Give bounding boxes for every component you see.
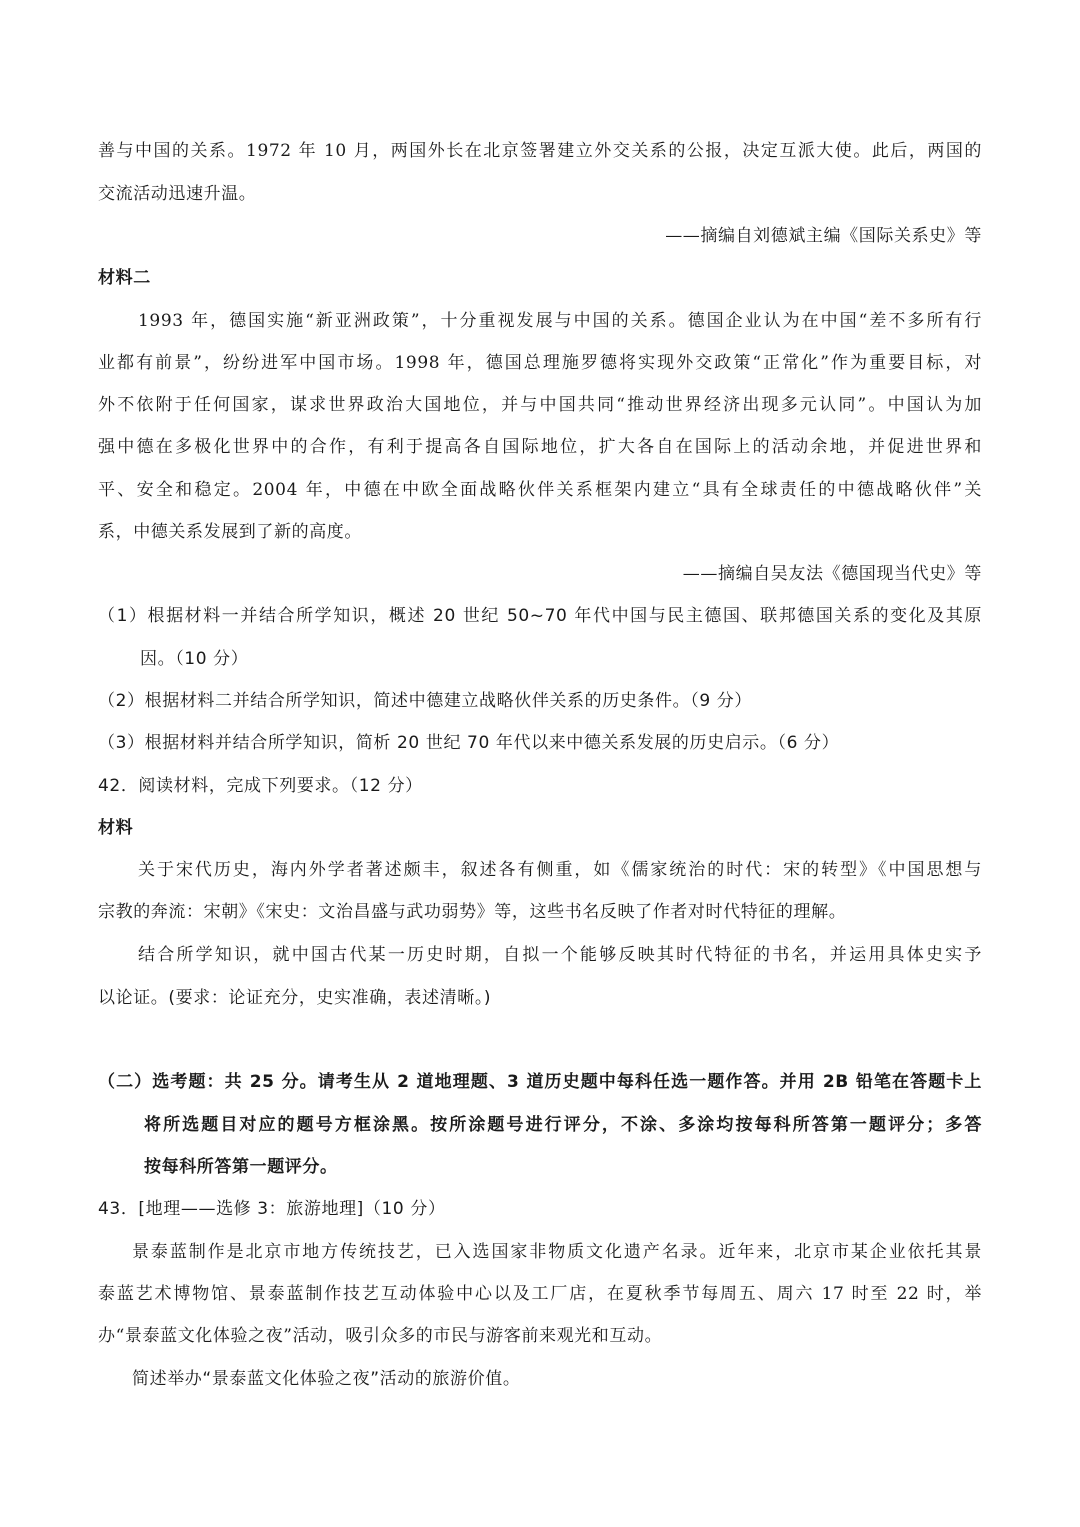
q42-para2-line-1: 结合所学知识，就中国古代某一历史时期，自拟一个能够反映其时代特征的书名，并运用具体史实予	[138, 945, 982, 965]
q41-part2: （2）根据材料二并结合所学知识，简述中德建立战略伙伴关系的历史条件。（9 分）	[98, 691, 752, 711]
material2-heading: 材料二	[98, 268, 151, 288]
q42-para2-line-2: 以论证。(要求：论证充分，史实准确，表述清晰。)	[98, 988, 492, 1008]
material2-line-5: 平、安全和稳定。2004 年，中德在中欧全面战略伙伴关系框架内建立“具有全球责任的中德战略伙伴”关	[98, 480, 982, 500]
q42-material-heading: 材料	[98, 818, 134, 838]
material2-line-2: 业都有前景”，纷纷进军中国市场。1998 年，德国总理施罗德将实现外交政策“正常化”作为重要目标，对	[98, 353, 982, 373]
q43-line-3: 办“景泰蓝文化体验之夜”活动，吸引众多的市民与游客前来观光和互动。	[98, 1326, 663, 1346]
material2-line-3: 外不依附于任何国家，谋求世界政治大国地位，并与中国共同“推动世界经济出现多元认同”。中国认为加	[98, 395, 982, 415]
q42-para1-line-2: 宗教的奔流：宋朝》《宋史：文治昌盛与武功弱势》等，这些书名反映了作者对时代特征的理解。	[98, 902, 847, 922]
q43-line-1: 景泰蓝制作是北京市地方传统技艺，已入选国家非物质文化遗产名录。近年来，北京市某企业依托其景	[132, 1242, 982, 1262]
section2-line-1: （二）选考题：共 25 分。请考生从 2 道地理题、3 道历史题中每科任选一题作答。并用 2B 铅笔在答题卡上	[98, 1072, 982, 1092]
q43-line-2: 泰蓝艺术博物馆、景泰蓝制作技艺互动体验中心以及工厂店，在夏秋季节每周五、周六 17 时至 22 时，举	[98, 1284, 982, 1304]
material2-source: ——摘编自吴友法《德国现当代史》等	[682, 564, 982, 584]
material2-line-6: 系，中德关系发展到了新的高度。	[98, 522, 362, 542]
material1-source: ——摘编自刘德斌主编《国际关系史》等	[665, 226, 982, 246]
section2-line-2: 将所选题目对应的题号方框涂黑。按所涂题号进行评分，不涂、多涂均按每科所答第一题评分；多答	[144, 1115, 982, 1135]
material2-line-1: 1993 年，德国实施“新亚洲政策”，十分重视发展与中国的关系。德国企业认为在中国“差不多所有行	[138, 311, 982, 331]
q41-part3: （3）根据材料并结合所学知识，简析 20 世纪 70 年代以来中德关系发展的历史启示。（6 分）	[98, 733, 840, 753]
section2-line-3: 按每科所答第一题评分。	[144, 1157, 338, 1177]
material1-line-2: 交流活动迅速升温。	[98, 184, 257, 204]
material1-line-1: 善与中国的关系。1972 年 10 月，两国外长在北京签署建立外交关系的公报，决定互派大使。此后，两国的	[98, 141, 982, 161]
q41-part1-line-1: （1）根据材料一并结合所学知识，概述 20 世纪 50~70 年代中国与民主德国、联邦德国关系的变化及其原	[98, 606, 982, 626]
material2-line-4: 强中德在多极化世界中的合作，有利于提高各自国际地位，扩大各自在国际上的活动余地，并促进世界和	[98, 437, 982, 457]
q41-part1-line-2: 因。（10 分）	[140, 649, 249, 669]
q42-para1-line-1: 关于宋代历史，海内外学者著述颇丰，叙述各有侧重，如《儒家统治的时代：宋的转型》《中国思想与	[138, 860, 982, 880]
q43-question: 简述举办“景泰蓝文化体验之夜”活动的旅游价值。	[132, 1369, 521, 1389]
q43-title: 43．[地理——选修 3：旅游地理]（10 分）	[98, 1199, 446, 1219]
q42-title: 42．阅读材料，完成下列要求。（12 分）	[98, 776, 423, 796]
